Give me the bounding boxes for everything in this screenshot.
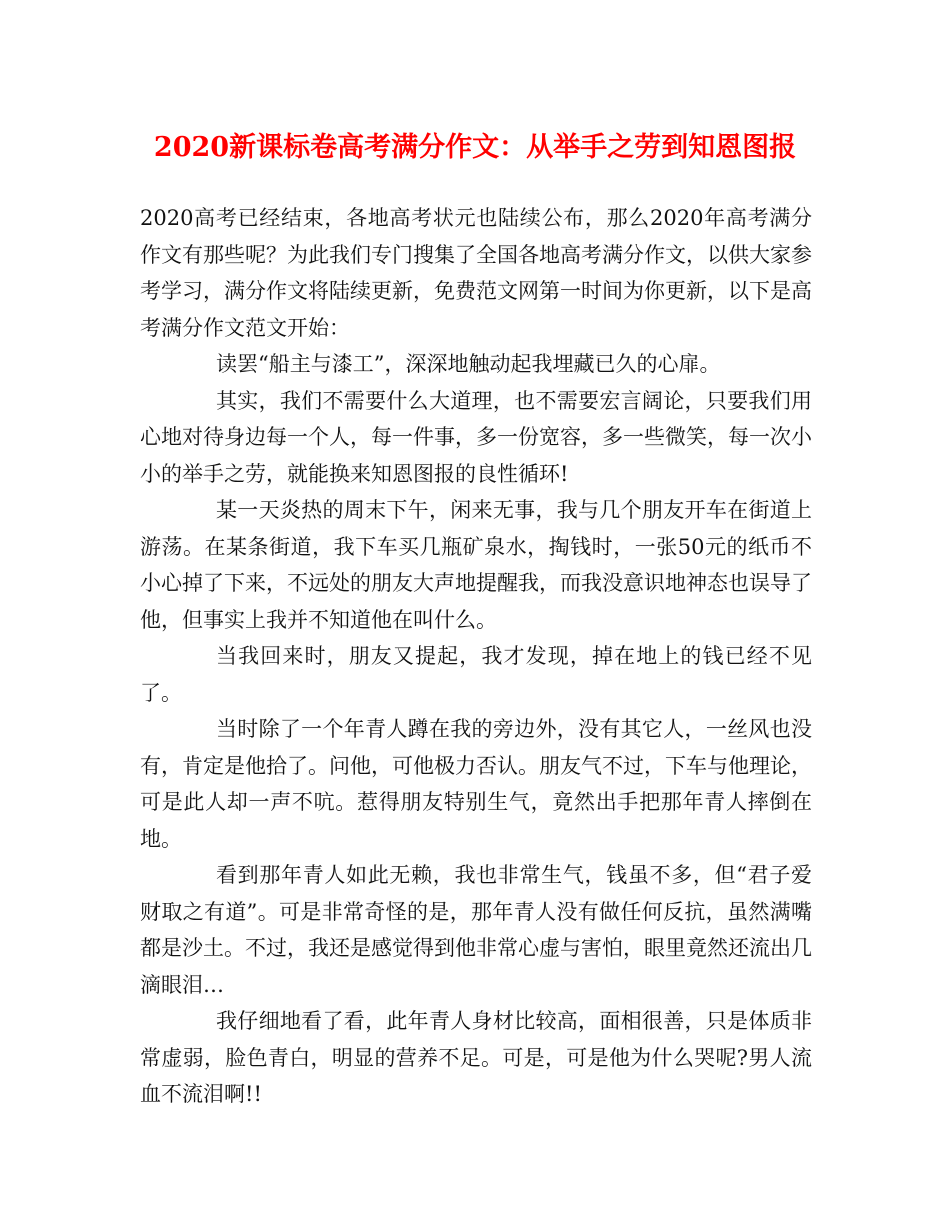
document-body xyxy=(140,200,812,1113)
paragraph: 某一天炎热的周末下午，闲来无事，我与几个朋友开车在街道上游荡。在某条街道，我下车买几瓶矿泉水，掏钱时，一张50元的纸币不小心掉了下来，不远处的朋友大声地提醒我，而我没意识地神态也误导了他，但事实上我并不知道他在叫什么。 xyxy=(140,498,812,632)
document-title: 2020新课标卷高考满分作文：从举手之劳到知恩图报 xyxy=(153,132,797,163)
paragraph: 看到那年青人如此无赖，我也非常生气，钱虽不多，但“君子爱财取之有道”。可是非常奇怪的是，那年青人没有做任何反抗，虽然满嘴都是沙土。不过，我还是感觉得到他非常心虚与害怕，眼里竟然还流出几滴眼泪… xyxy=(140,863,812,997)
paragraph: 我仔细地看了看，此年青人身材比较高，面相很善，只是体质非常虚弱，脸色青白，明显的营养不足。可是，可是他为什么哭呢?男人流血不流泪啊!! xyxy=(140,1009,812,1106)
paragraph: 读罢“船主与漆工”，深深地触动起我埋藏已久的心扉。 xyxy=(216,352,721,376)
paragraph: 当我回来时，朋友又提起，我才发现，掉在地上的钱已经不见了。 xyxy=(140,644,812,705)
paragraph: 其实，我们不需要什么大道理，也不需要宏言阔论，只要我们用心地对待身边每一个人，每一件事，多一份宽容，多一些微笑，每一次小小的举手之劳，就能换来知恩图报的良性循环! xyxy=(140,388,812,486)
paragraph: 当时除了一个年青人蹲在我的旁边外，没有其它人，一丝风也没有，肯定是他拾了。问他，可他极力否认。朋友气不过，下车与他理论，可是此人却一声不吭。惹得朋友特别生气，竟然出手把那年青人摔倒在地。 xyxy=(140,717,812,851)
paragraph: 2020高考已经结束，各地高考状元也陆续公布，那么2020年高考满分作文有那些呢？为此我们专门搜集了全国各地高考满分作文，以供大家参考学习，满分作文将陆续更新，免费范文网第一时间为你更新，以下是高考满分作文范文开始： xyxy=(140,206,812,340)
